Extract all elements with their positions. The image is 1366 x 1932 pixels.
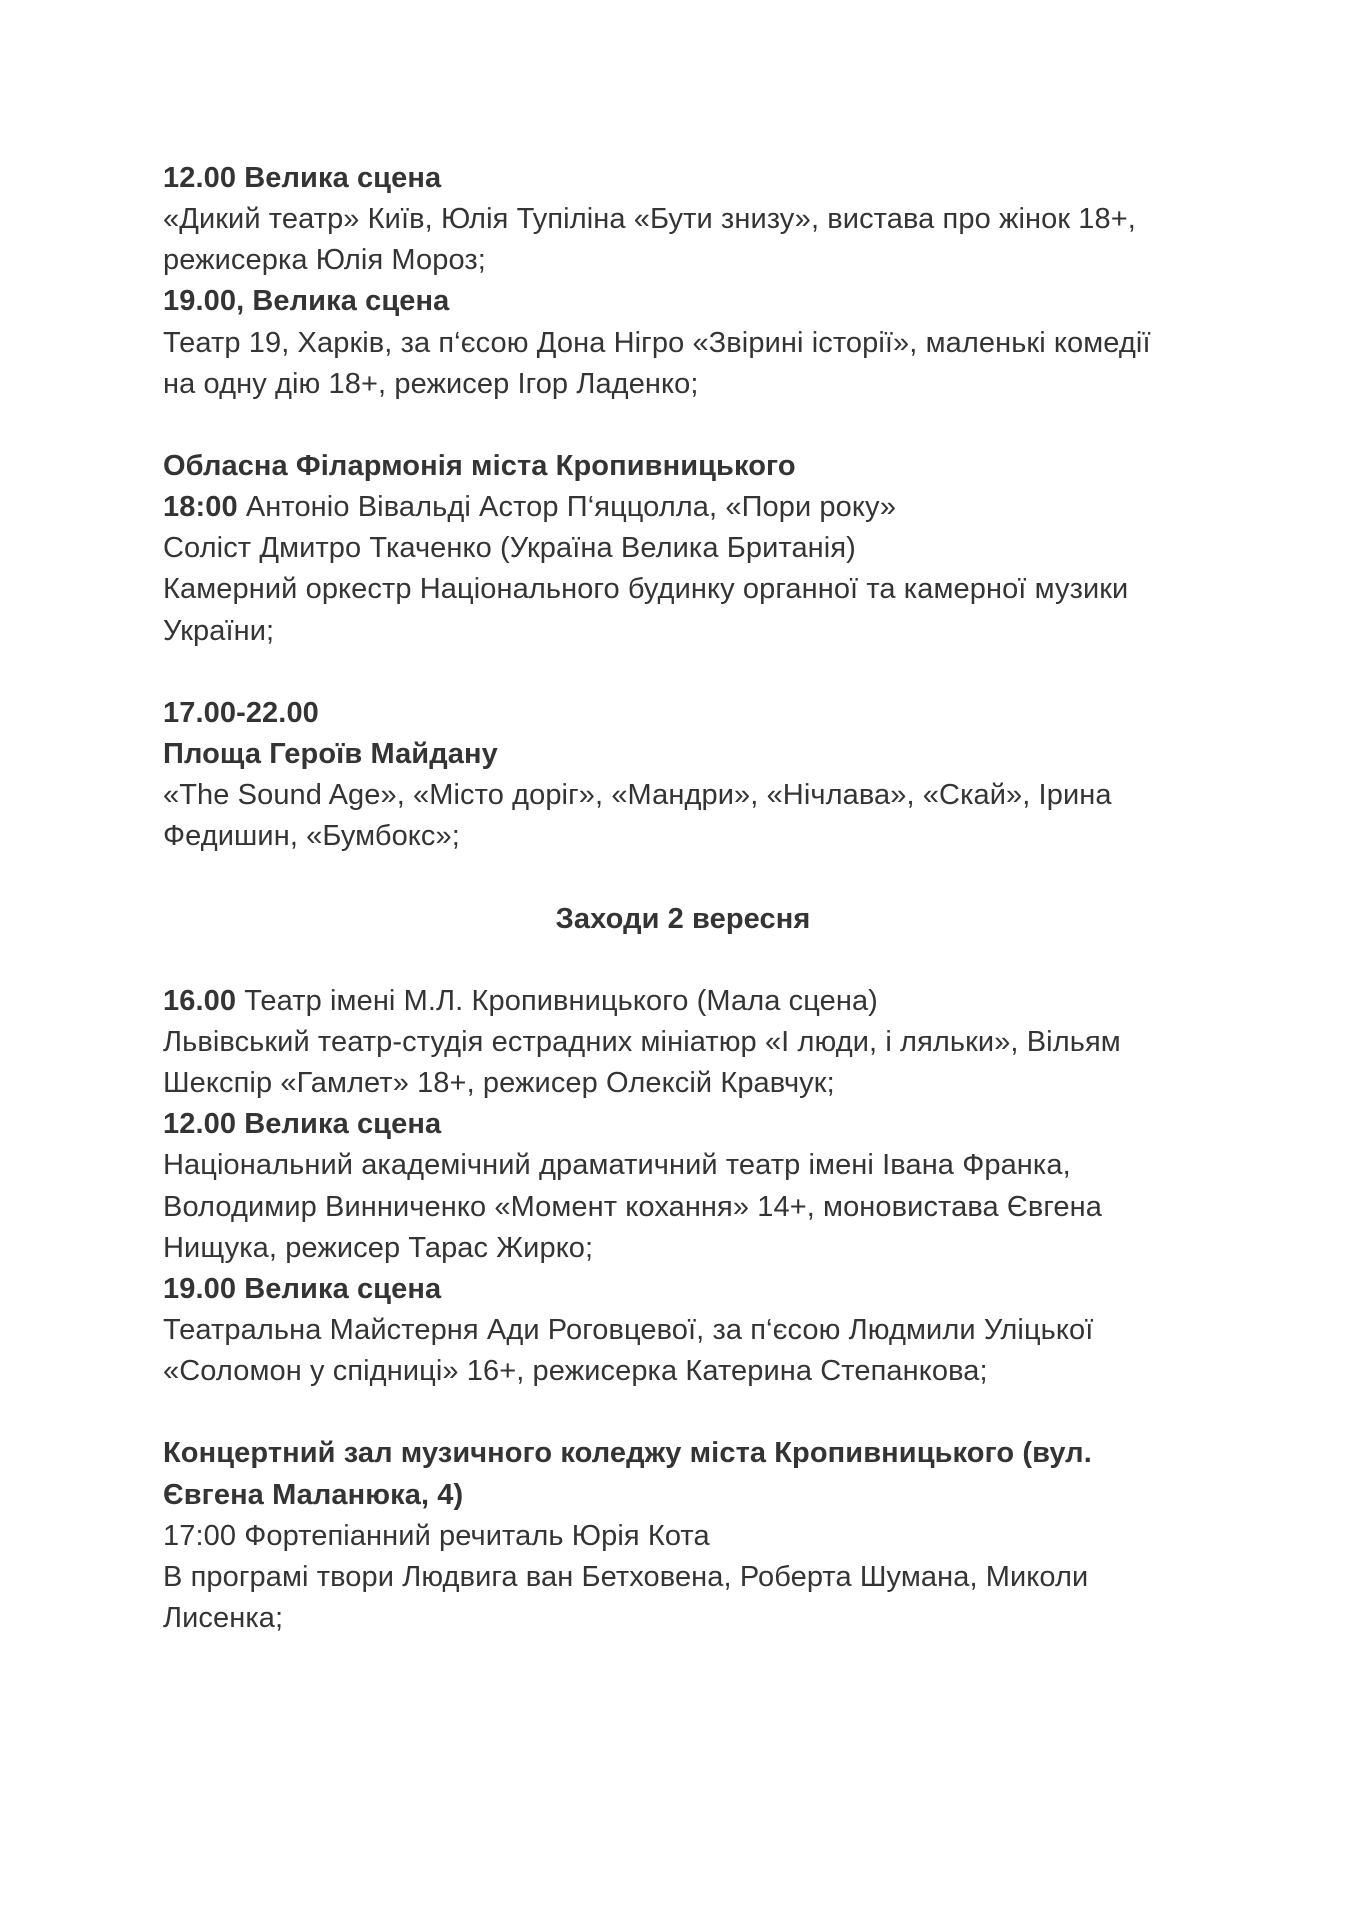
text-line <box>163 734 1203 775</box>
text-line <box>163 446 1203 487</box>
text-line <box>163 364 1203 405</box>
bold-text-segment: Площа Героїв Майдану <box>163 737 498 770</box>
blank-line <box>163 940 1203 981</box>
text-segment: 17:00 Фортепіанний речиталь Юрія Кота <box>163 1519 710 1552</box>
bold-text-segment: 19.00 Велика сцена <box>163 1272 442 1305</box>
text-line <box>163 528 1203 569</box>
text-segment: «Дикий театр» Київ, Юлія Тупіліна «Бути знизу», вистава про жінок 18+, <box>163 203 1136 236</box>
text-line <box>163 775 1203 816</box>
text-segment: «The Sound Age», «Місто доріг», «Мандри», «Нічлава», «Скай», Ірина <box>163 779 1112 812</box>
text-segment: Нищука, режисер Тарас Жирко; <box>163 1231 594 1264</box>
text-line <box>163 1475 1203 1516</box>
text-line <box>163 693 1203 734</box>
text-line <box>163 1310 1203 1351</box>
text-segment: Шекспір «Гамлет» 18+, режисер Олексій Кравчук; <box>163 1067 835 1100</box>
bold-text-segment: 19.00, Велика сцена <box>163 285 450 318</box>
text-segment: України; <box>163 614 275 647</box>
blank-line <box>163 652 1203 693</box>
text-segment: Театр імені М.Л. Кропивницького (Мала сцена) <box>236 984 878 1017</box>
text-line <box>163 1187 1203 1228</box>
text-line <box>163 1557 1203 1598</box>
text-line <box>163 1104 1203 1145</box>
text-line <box>163 816 1203 857</box>
text-line <box>163 1145 1203 1186</box>
text-segment: Соліст Дмитро Ткаченко (Україна Велика Британія) <box>163 532 856 565</box>
blank-line <box>163 405 1203 446</box>
text-segment: режисерка Юлія Мороз; <box>163 244 486 277</box>
text-line <box>163 1063 1203 1104</box>
bold-text-segment: Євгена Маланюка, 4) <box>163 1478 464 1511</box>
text-line <box>163 611 1203 652</box>
text-segment: на одну дію 18+, режисер Ігор Ладенко; <box>163 367 699 400</box>
bold-text-segment: 12.00 Велика сцена <box>163 162 442 194</box>
bold-text-segment: 16.00 <box>163 984 237 1017</box>
bold-text-segment: 12.00 Велика сцена <box>163 1108 442 1141</box>
text-line <box>163 981 1203 1022</box>
text-line <box>163 487 1203 528</box>
bold-text-segment: 17.00-22.00 <box>163 696 319 729</box>
text-line <box>163 240 1203 281</box>
text-segment: Володимир Винниченко «Момент кохання» 14+, моновистава Євгена <box>163 1190 1102 1223</box>
text-segment: Лисенка; <box>163 1601 284 1634</box>
bold-text-segment: 18:00 <box>163 491 238 524</box>
text-line <box>163 1228 1203 1269</box>
bold-text-segment: Концертний зал музичного коледжу міста Кропивницького (вул. <box>163 1437 1092 1470</box>
blank-line <box>163 857 1203 898</box>
text-segment: В програмі твори Людвига ван Бетховена, Роберта Шумана, Миколи <box>163 1560 1089 1593</box>
text-line <box>163 1351 1203 1392</box>
text-segment: Антоніо Вівальді Астор П‘яццолла, «Пори року» <box>237 491 897 524</box>
bold-text-segment: Заходи 2 вересня <box>555 902 811 935</box>
text-segment: Львівський театр-студія естрадних мініатюр «І люди, і ляльки», Вільям <box>163 1025 1121 1058</box>
text-line <box>163 1269 1203 1310</box>
text-line <box>163 323 1203 364</box>
text-segment: «Соломон у спідниці» 16+, режисерка Катерина Степанкова; <box>163 1355 988 1388</box>
text-line <box>163 158 1203 199</box>
text-line <box>163 199 1203 240</box>
blank-line <box>163 1392 1203 1433</box>
text-line <box>163 1433 1203 1474</box>
text-line <box>163 1598 1203 1639</box>
text-segment: Національний академічний драматичний театр імені Івана Франка, <box>163 1149 1071 1182</box>
text-segment: Камерний оркестр Національного будинку органної та камерної музики <box>163 573 1129 606</box>
document-body <box>163 158 1203 1639</box>
text-segment: Федишин, «Бумбокс»; <box>163 820 460 853</box>
text-line <box>163 569 1203 610</box>
text-line <box>163 1516 1203 1557</box>
bold-text-segment: Обласна Філармонія міста Кропивницького <box>163 449 796 482</box>
text-line <box>163 899 1203 940</box>
text-segment: Театральна Майстерня Ади Роговцевої, за п‘єсою Людмили Уліцької <box>163 1313 1094 1346</box>
text-segment: Театр 19, Харків, за п‘єсою Дона Нігро «Звірині історії», маленькі комедії <box>163 326 1151 359</box>
text-line <box>163 281 1203 322</box>
text-line <box>163 1022 1203 1063</box>
